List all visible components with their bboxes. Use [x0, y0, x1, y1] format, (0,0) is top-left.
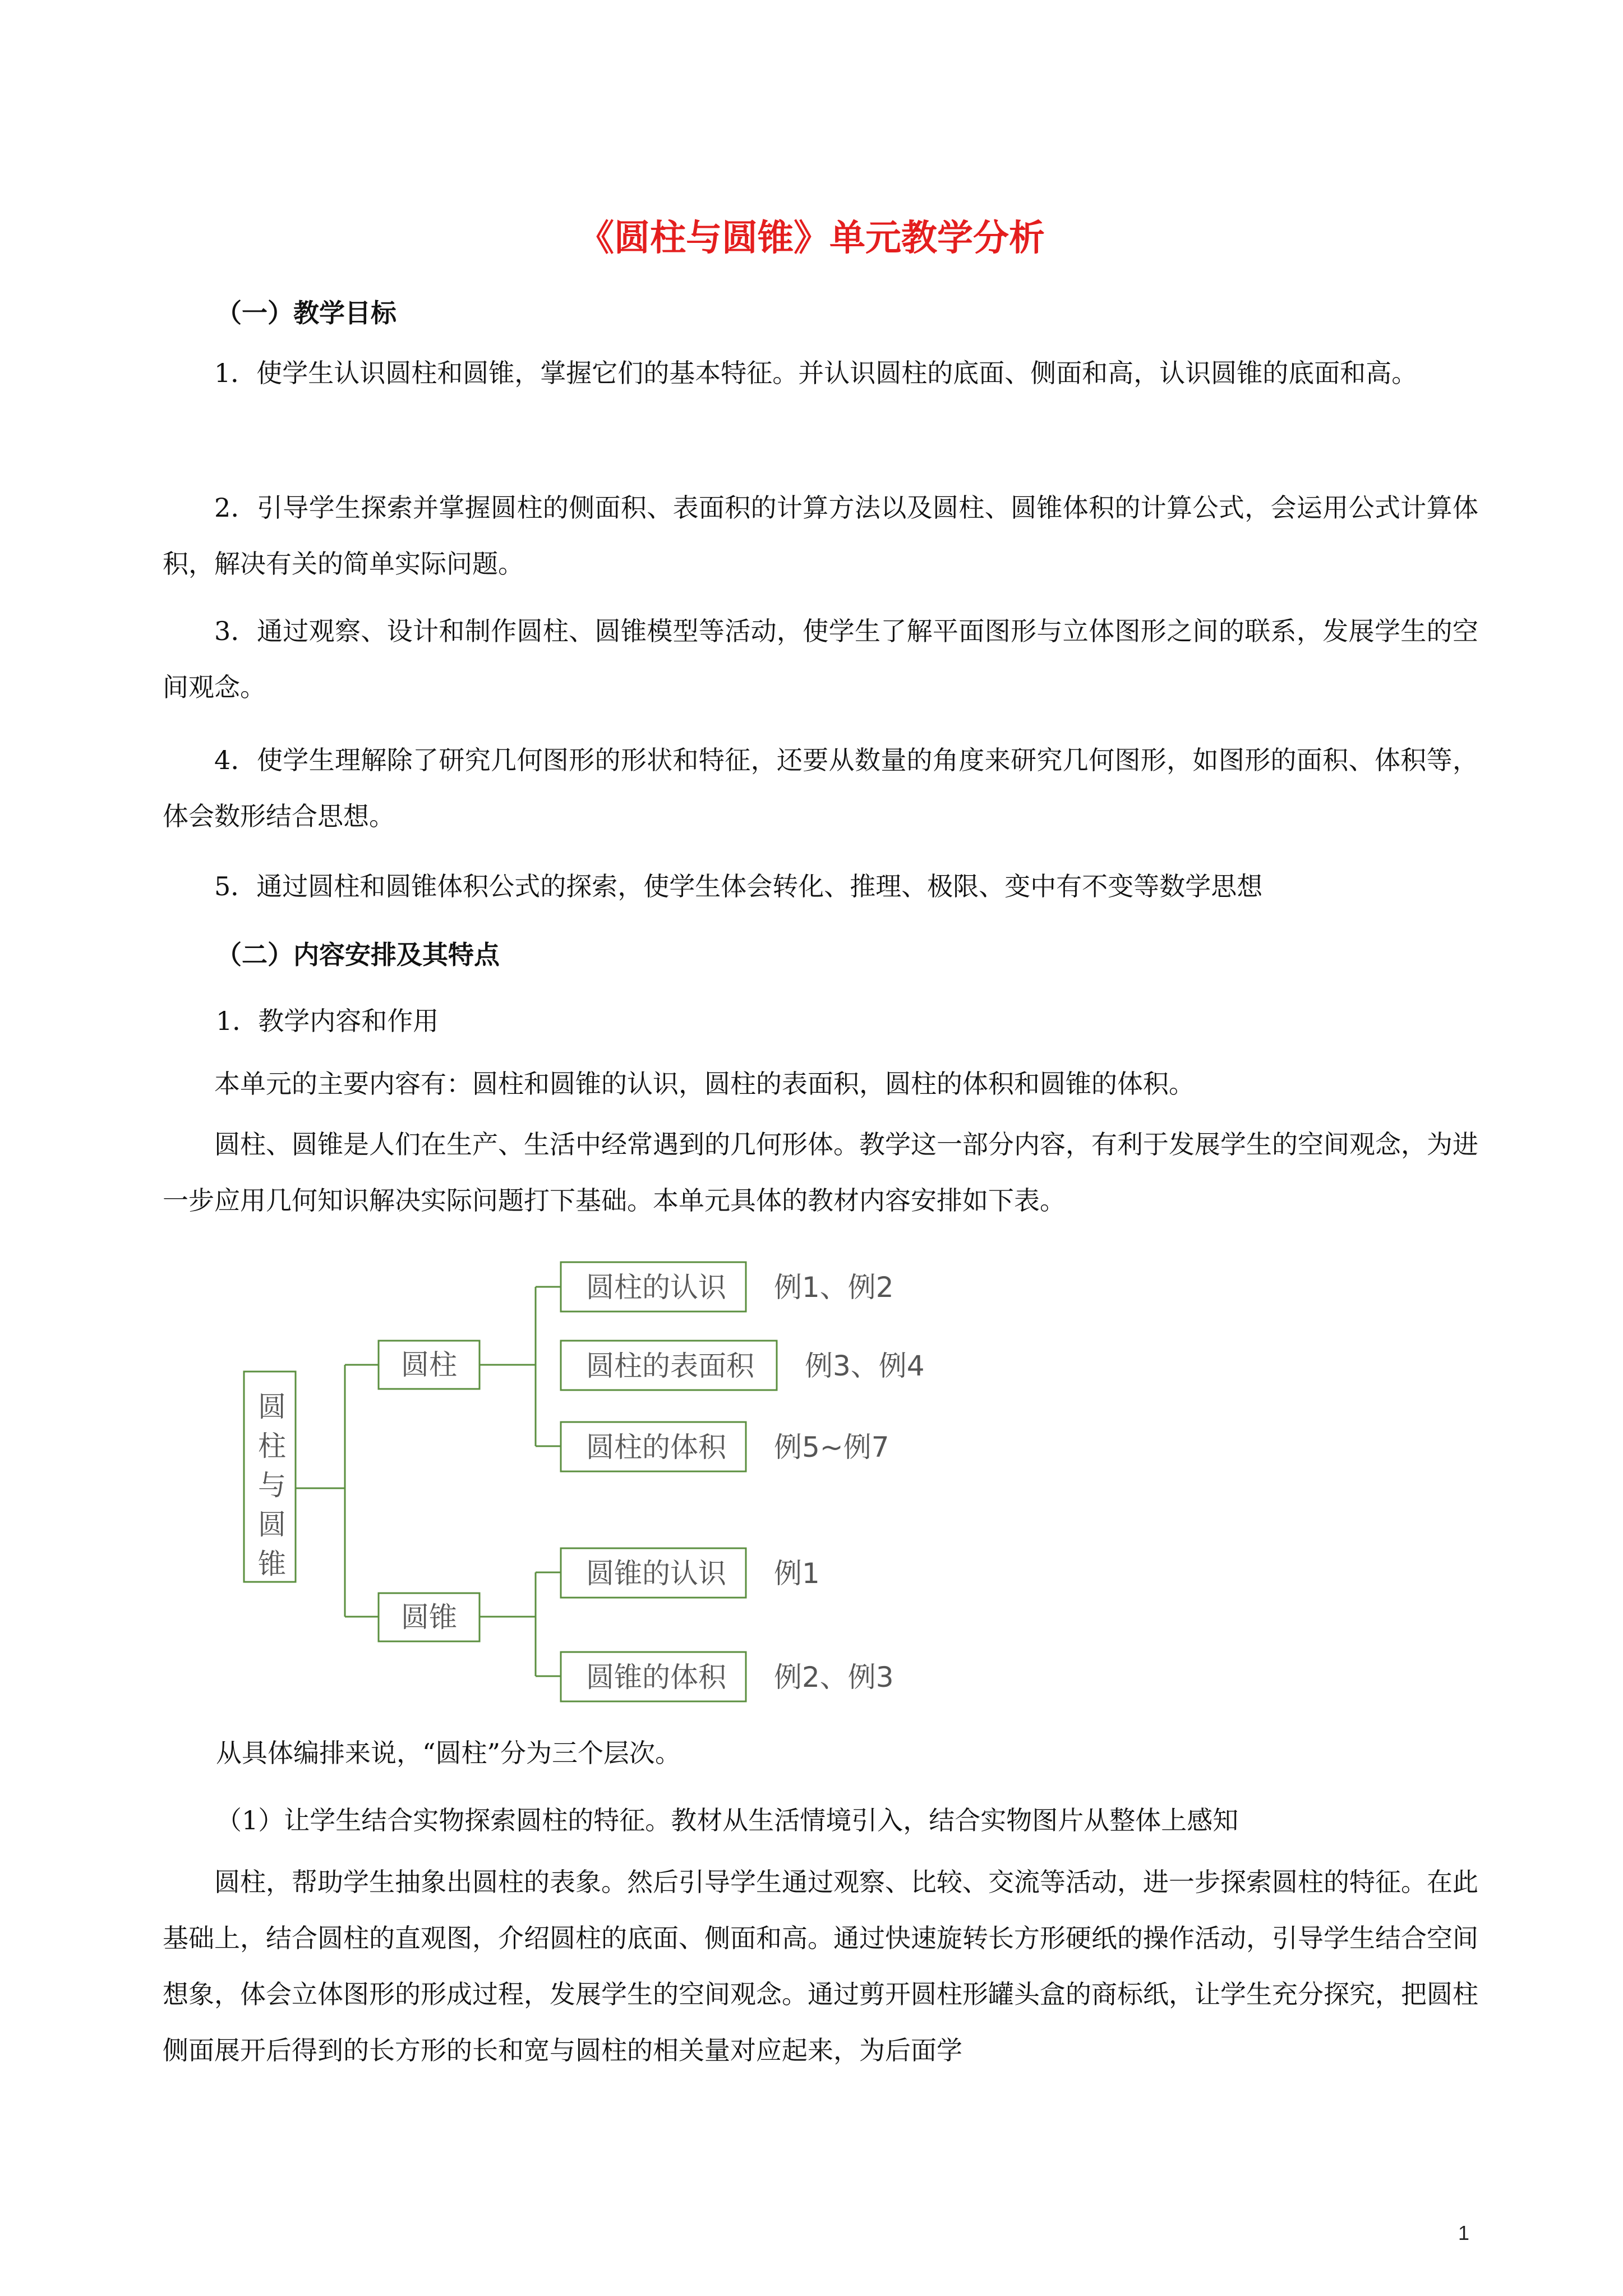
document-title: 《圆柱与圆锥》单元教学分析 — [578, 217, 1045, 259]
content-structure-diagram — [241, 1240, 998, 1717]
diagram-cylinder-item-examples: 例5~例7 — [774, 1431, 889, 1464]
diagram-cylinder-item-label: 圆柱的认识 — [586, 1271, 726, 1304]
goal-5: 5．通过圆柱和圆锥体积公式的探索，使学生体会转化、推理、极限、变中有不变等数学思想 — [214, 871, 1263, 901]
after-diagram-text: 从具体编排来说，“圆柱”分为三个层次。 — [216, 1738, 681, 1768]
diagram-branch-cone: 圆锥 — [401, 1601, 457, 1634]
diagram-root-char: 锥 — [258, 1548, 286, 1580]
content-paragraph-2: 圆柱、圆锥是人们在生产、生活中经常遇到的几何形体。教学这一部分内容，有利于发展学生的空间观念，为进一步应用几何知识解决实际问题打下基础。本单元具体的教材内容安排如下表。 — [163, 1129, 1478, 1216]
goal-2: 2．引导学生探索并掌握圆柱的侧面积、表面积的计算方法以及圆柱、圆锥体积的计算公式，会运用公式计算体积，解决有关的简单实际问题。 — [163, 493, 1478, 579]
diagram-cone-item-examples: 例1 — [774, 1557, 820, 1590]
diagram-root-char: 圆 — [258, 1391, 286, 1423]
diagram-cylinder-item-label: 圆柱的体积 — [586, 1431, 726, 1464]
goal-3: 3．通过观察、设计和制作圆柱、圆锥模型等活动，使学生了解平面图形与立体图形之间的联系，发展学生的空间观念。 — [163, 616, 1478, 702]
section-heading-content: （二）内容安排及其特点 — [216, 940, 500, 970]
goal-4: 4．使学生理解除了研究几何图形的形状和特征，还要从数量的角度来研究几何图形，如图形的面积、体积等，体会数形结合思想。 — [163, 745, 1478, 831]
diagram-cone-item-label: 圆锥的认识 — [586, 1557, 726, 1590]
point-1-continuation: 圆柱，帮助学生抽象出圆柱的表象。然后引导学生通过观察、比较、交流等活动，进一步探索圆柱的特征。在此基础上，结合圆柱的直观图，介绍圆柱的底面、侧面和高。通过快速旋转长方形硬纸的操作活动，引导学生结合空间想象，体会立体图形的形成过程，发展学生的空间观念。通过剪开圆柱形罐头盒的商标纸，让学生充分探究，把圆柱侧面展开后得到的长方形的长和宽与圆柱的相关量对应起来，为后面学 — [163, 1867, 1478, 2065]
diagram-branch-cylinder: 圆柱 — [401, 1349, 457, 1381]
diagram-root-char: 圆 — [258, 1508, 286, 1541]
content-paragraph-1: 本单元的主要内容有：圆柱和圆锥的认识，圆柱的表面积，圆柱的体积和圆锥的体积。 — [214, 1069, 1195, 1099]
diagram-cone-item-label: 圆锥的体积 — [586, 1661, 726, 1694]
diagram-root-char: 柱 — [258, 1430, 286, 1462]
diagram-root-char: 与 — [258, 1469, 286, 1502]
page-number: 1 — [1458, 2221, 1470, 2244]
section-heading-goals: （一）教学目标 — [216, 298, 396, 328]
diagram-cylinder-item-examples: 例1、例2 — [774, 1271, 894, 1304]
subheading-content-role: 1．教学内容和作用 — [216, 1006, 439, 1036]
point-1-intro: （1）让学生结合实物探索圆柱的特征。教材从生活情境引入，结合实物图片从整体上感知 — [216, 1805, 1239, 1835]
diagram-cylinder-item-label: 圆柱的表面积 — [586, 1350, 754, 1382]
diagram-cylinder-item-examples: 例3、例4 — [805, 1350, 925, 1382]
goal-1: 1．使学生认识圆柱和圆锥，掌握它们的基本特征。并认识圆柱的底面、侧面和高，认识圆锥的底面和高。 — [214, 358, 1418, 388]
diagram-cone-item-examples: 例2、例3 — [774, 1661, 894, 1694]
